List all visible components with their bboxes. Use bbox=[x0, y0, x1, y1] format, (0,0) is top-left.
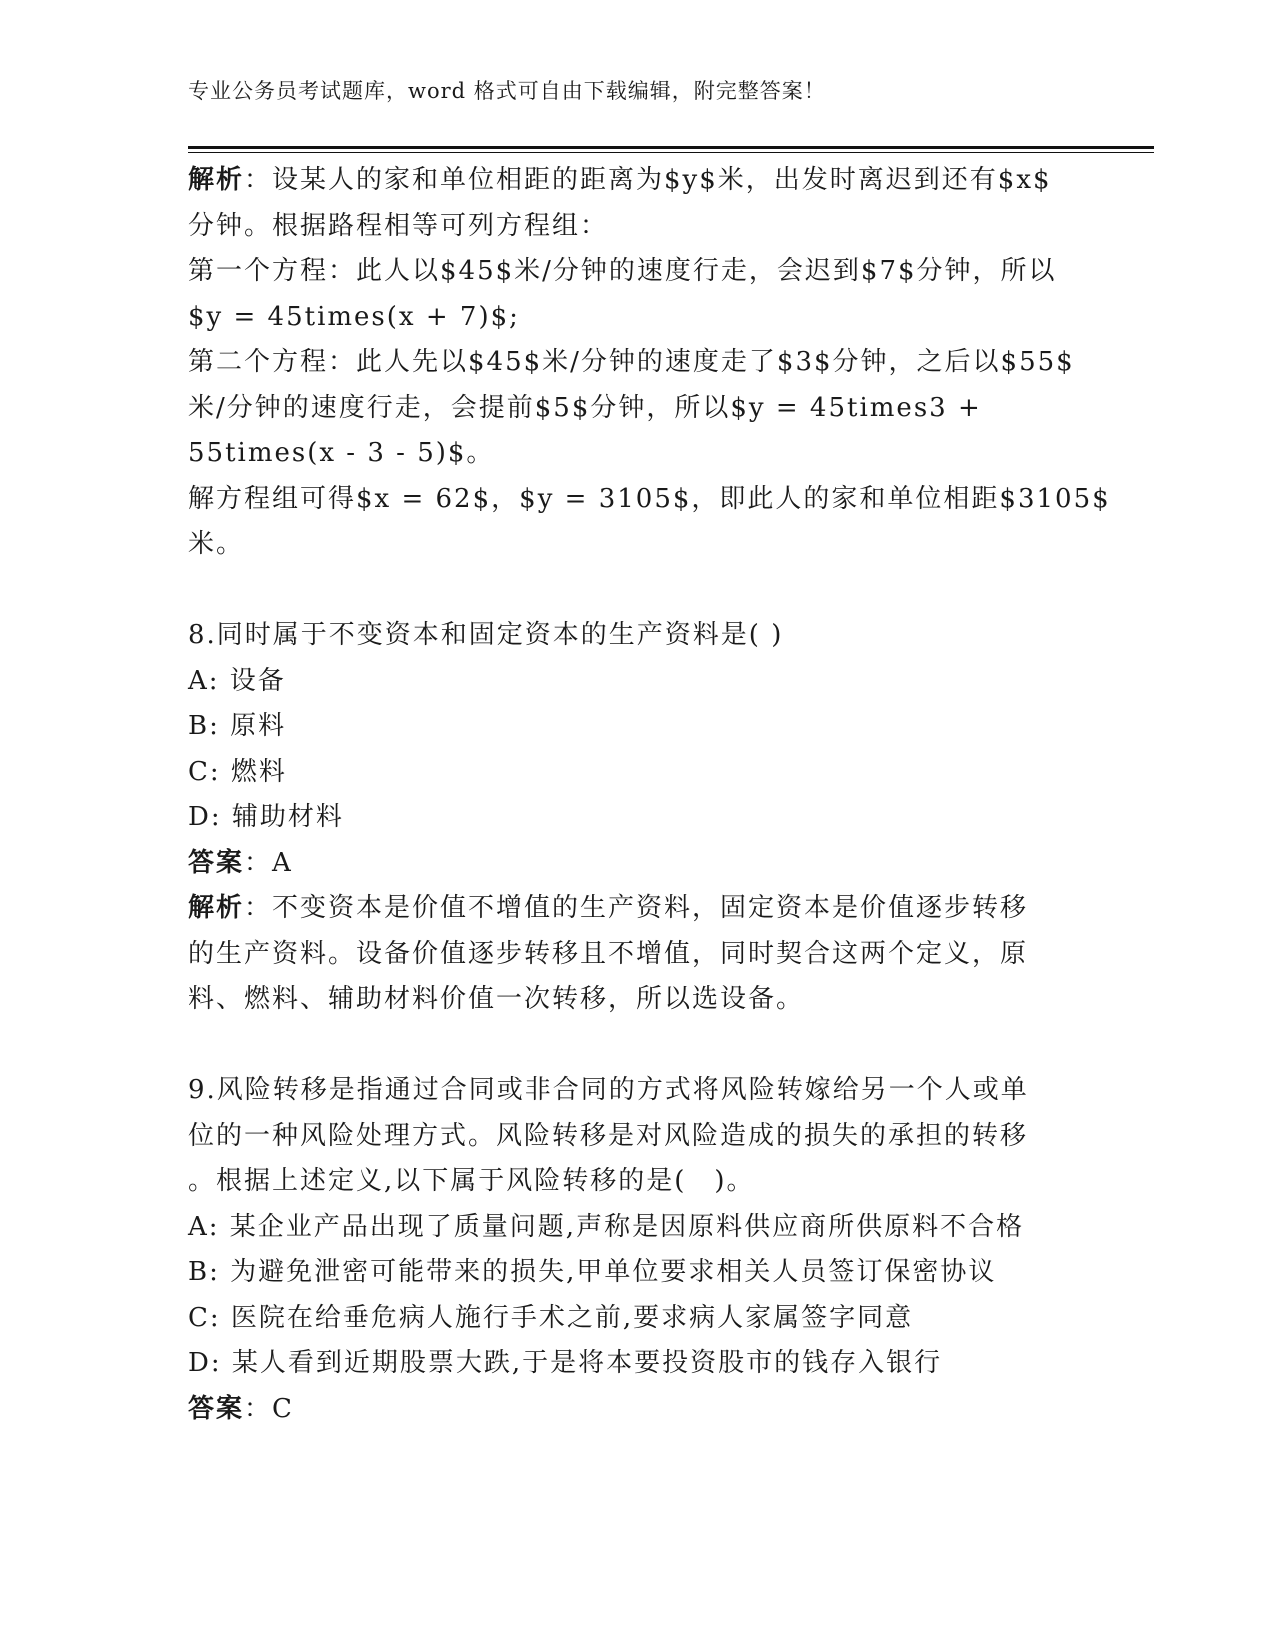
analysis-line: 解方程组可得$x = 62$，$y = 3105$，即此人的家和单位相距$3105$ bbox=[188, 483, 1111, 514]
analysis-line: 解析：设某人的家和单位相距的距离为$y$米，出发时离迟到还有$x$ bbox=[188, 165, 1052, 195]
analysis-line: 料、燃料、辅助材料价值一次转移，所以选设备。 bbox=[188, 984, 805, 1014]
analysis-line: 解析：不变资本是价值不增值的生产资料，固定资本是价值逐步转移 bbox=[188, 893, 1029, 923]
header-rule-thick bbox=[188, 146, 1154, 149]
question-text: 8.同时属于不变资本和固定资本的生产资料是( ) bbox=[188, 620, 784, 650]
analysis-line: 的生产资料。设备价值逐步转移且不增值，同时契合这两个定义，原 bbox=[188, 938, 1029, 969]
option-c: C: 燃料 bbox=[188, 756, 287, 787]
answer-value: ：A bbox=[244, 847, 293, 878]
analysis-line: 第二个方程：此人先以$45$米/分钟的速度走了$3$分钟，之后以$55$ bbox=[188, 347, 1075, 377]
question-text: 位的一种风险处理方式。风险转移是对风险造成的损失的承担的转移 bbox=[188, 1120, 1029, 1151]
question-text: 9.风险转移是指通过合同或非合同的方式将风险转嫁给另一个人或单 bbox=[188, 1075, 1029, 1105]
document-body bbox=[188, 158, 1111, 1432]
answer-label: 答案 bbox=[188, 1393, 245, 1424]
answer-label: 答案 bbox=[188, 847, 245, 878]
option-d: D: 辅助材料 bbox=[188, 802, 344, 832]
question-8 bbox=[188, 613, 1068, 1023]
option-b: B: 原料 bbox=[188, 711, 287, 741]
answer-value: ：C bbox=[244, 1393, 294, 1424]
option-d: D: 某人看到近期股票大跌,于是将本要投资股市的钱存入银行 bbox=[188, 1348, 943, 1378]
option-a: A: 设备 bbox=[188, 665, 286, 696]
option-a: A: 某企业产品出现了质量问题,声称是因原料供应商所供原料不合格 bbox=[188, 1211, 1025, 1242]
header-rule-thin bbox=[188, 152, 1154, 153]
analysis-line: 米。 bbox=[188, 529, 245, 559]
analysis-line: 第一个方程：此人以$45$米/分钟的速度行走，会迟到$7$分钟，所以 bbox=[188, 256, 1057, 286]
question-text: 。根据上述定义,以下属于风险转移的是( )。 bbox=[188, 1166, 755, 1196]
analysis-line: $y = 45times(x + 7)$; bbox=[188, 301, 520, 332]
answer-line bbox=[188, 841, 1068, 887]
answer-line bbox=[188, 1387, 1068, 1433]
analysis-label: 解析 bbox=[188, 893, 245, 923]
option-b: B: 为避免泄密可能带来的损失,甲单位要求相关人员签订保密协议 bbox=[188, 1257, 997, 1287]
analysis-label: 解析 bbox=[188, 165, 245, 195]
analysis-line: 分钟。根据路程相等可列方程组： bbox=[188, 210, 609, 241]
analysis-line: 米/分钟的速度行走，会提前$5$分钟，所以$y = 45times3 + bbox=[188, 392, 982, 423]
analysis-block-7 bbox=[188, 158, 1111, 568]
question-9 bbox=[188, 1068, 1068, 1432]
analysis-line: 55times(x - 3 - 5)$。 bbox=[188, 438, 495, 468]
option-c: C: 医院在给垂危病人施行手术之前,要求病人家属签字同意 bbox=[188, 1302, 914, 1333]
page-header: 专业公务员考试题库，word 格式可自由下载编辑，附完整答案！ bbox=[188, 79, 826, 103]
